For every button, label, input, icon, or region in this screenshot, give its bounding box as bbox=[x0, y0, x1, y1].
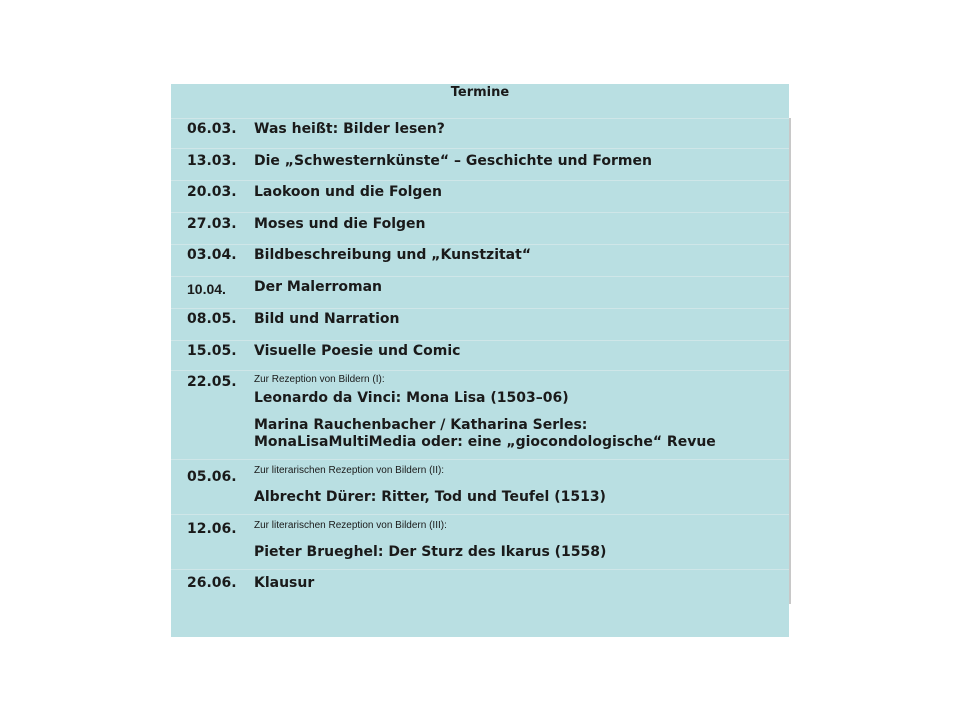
row-divider bbox=[171, 459, 789, 460]
row-date: 08.05. bbox=[187, 311, 237, 327]
row-topic: Laokoon und die Folgen bbox=[254, 184, 442, 200]
row-subtitle: Zur literarischen Rezeption von Bildern (III): bbox=[254, 520, 447, 531]
row-date: 12.06. bbox=[187, 521, 237, 537]
row-date: 10.04. bbox=[187, 281, 226, 297]
row-topic: Bildbeschreibung und „Kunstzitat“ bbox=[254, 247, 532, 263]
row-divider bbox=[171, 340, 789, 341]
row-divider bbox=[171, 276, 789, 277]
row-topic: Bild und Narration bbox=[254, 311, 400, 327]
row-guest-speakers: Marina Rauchenbacher / Katharina Serles: bbox=[254, 417, 588, 433]
row-topic: Pieter Brueghel: Der Sturz des Ikarus (1558) bbox=[254, 544, 607, 560]
row-date: 22.05. bbox=[187, 374, 237, 390]
schedule-title: Termine bbox=[450, 85, 510, 100]
row-subtitle: Zur literarischen Rezeption von Bildern (II): bbox=[254, 465, 445, 476]
row-date: 15.05. bbox=[187, 343, 237, 359]
row-divider bbox=[171, 514, 789, 515]
row-topic: Die „Schwesternkünste“ – Geschichte und Formen bbox=[254, 153, 652, 169]
row-topic: Leonardo da Vinci: Mona Lisa (1503–06) bbox=[254, 390, 569, 406]
row-date: 05.06. bbox=[187, 469, 237, 485]
row-topic: Moses und die Folgen bbox=[254, 216, 426, 232]
row-date: 26.06. bbox=[187, 575, 237, 591]
row-divider bbox=[171, 370, 789, 371]
panel-right-edge bbox=[789, 118, 791, 604]
row-divider bbox=[171, 569, 789, 570]
row-divider bbox=[171, 118, 789, 119]
row-date: 20.03. bbox=[187, 184, 237, 200]
row-topic: Was heißt: Bilder lesen? bbox=[254, 121, 445, 137]
schedule-panel bbox=[171, 84, 789, 637]
row-topic: Albrecht Dürer: Ritter, Tod und Teufel (1513) bbox=[254, 489, 606, 505]
row-guest-talk: MonaLisaMultiMedia oder: eine „giocondologische“ Revue bbox=[254, 434, 716, 450]
row-date: 03.04. bbox=[187, 247, 237, 263]
row-topic: Der Malerroman bbox=[254, 279, 382, 295]
row-topic: Klausur bbox=[254, 575, 315, 591]
row-topic: Visuelle Poesie und Comic bbox=[254, 343, 461, 359]
row-divider bbox=[171, 244, 789, 245]
row-date: 06.03. bbox=[187, 121, 237, 137]
row-subtitle: Zur Rezeption von Bildern (I): bbox=[254, 374, 385, 385]
row-divider bbox=[171, 148, 789, 149]
row-divider bbox=[171, 180, 789, 181]
row-date: 27.03. bbox=[187, 216, 237, 232]
row-date: 13.03. bbox=[187, 153, 237, 169]
row-divider bbox=[171, 212, 789, 213]
row-divider bbox=[171, 308, 789, 309]
